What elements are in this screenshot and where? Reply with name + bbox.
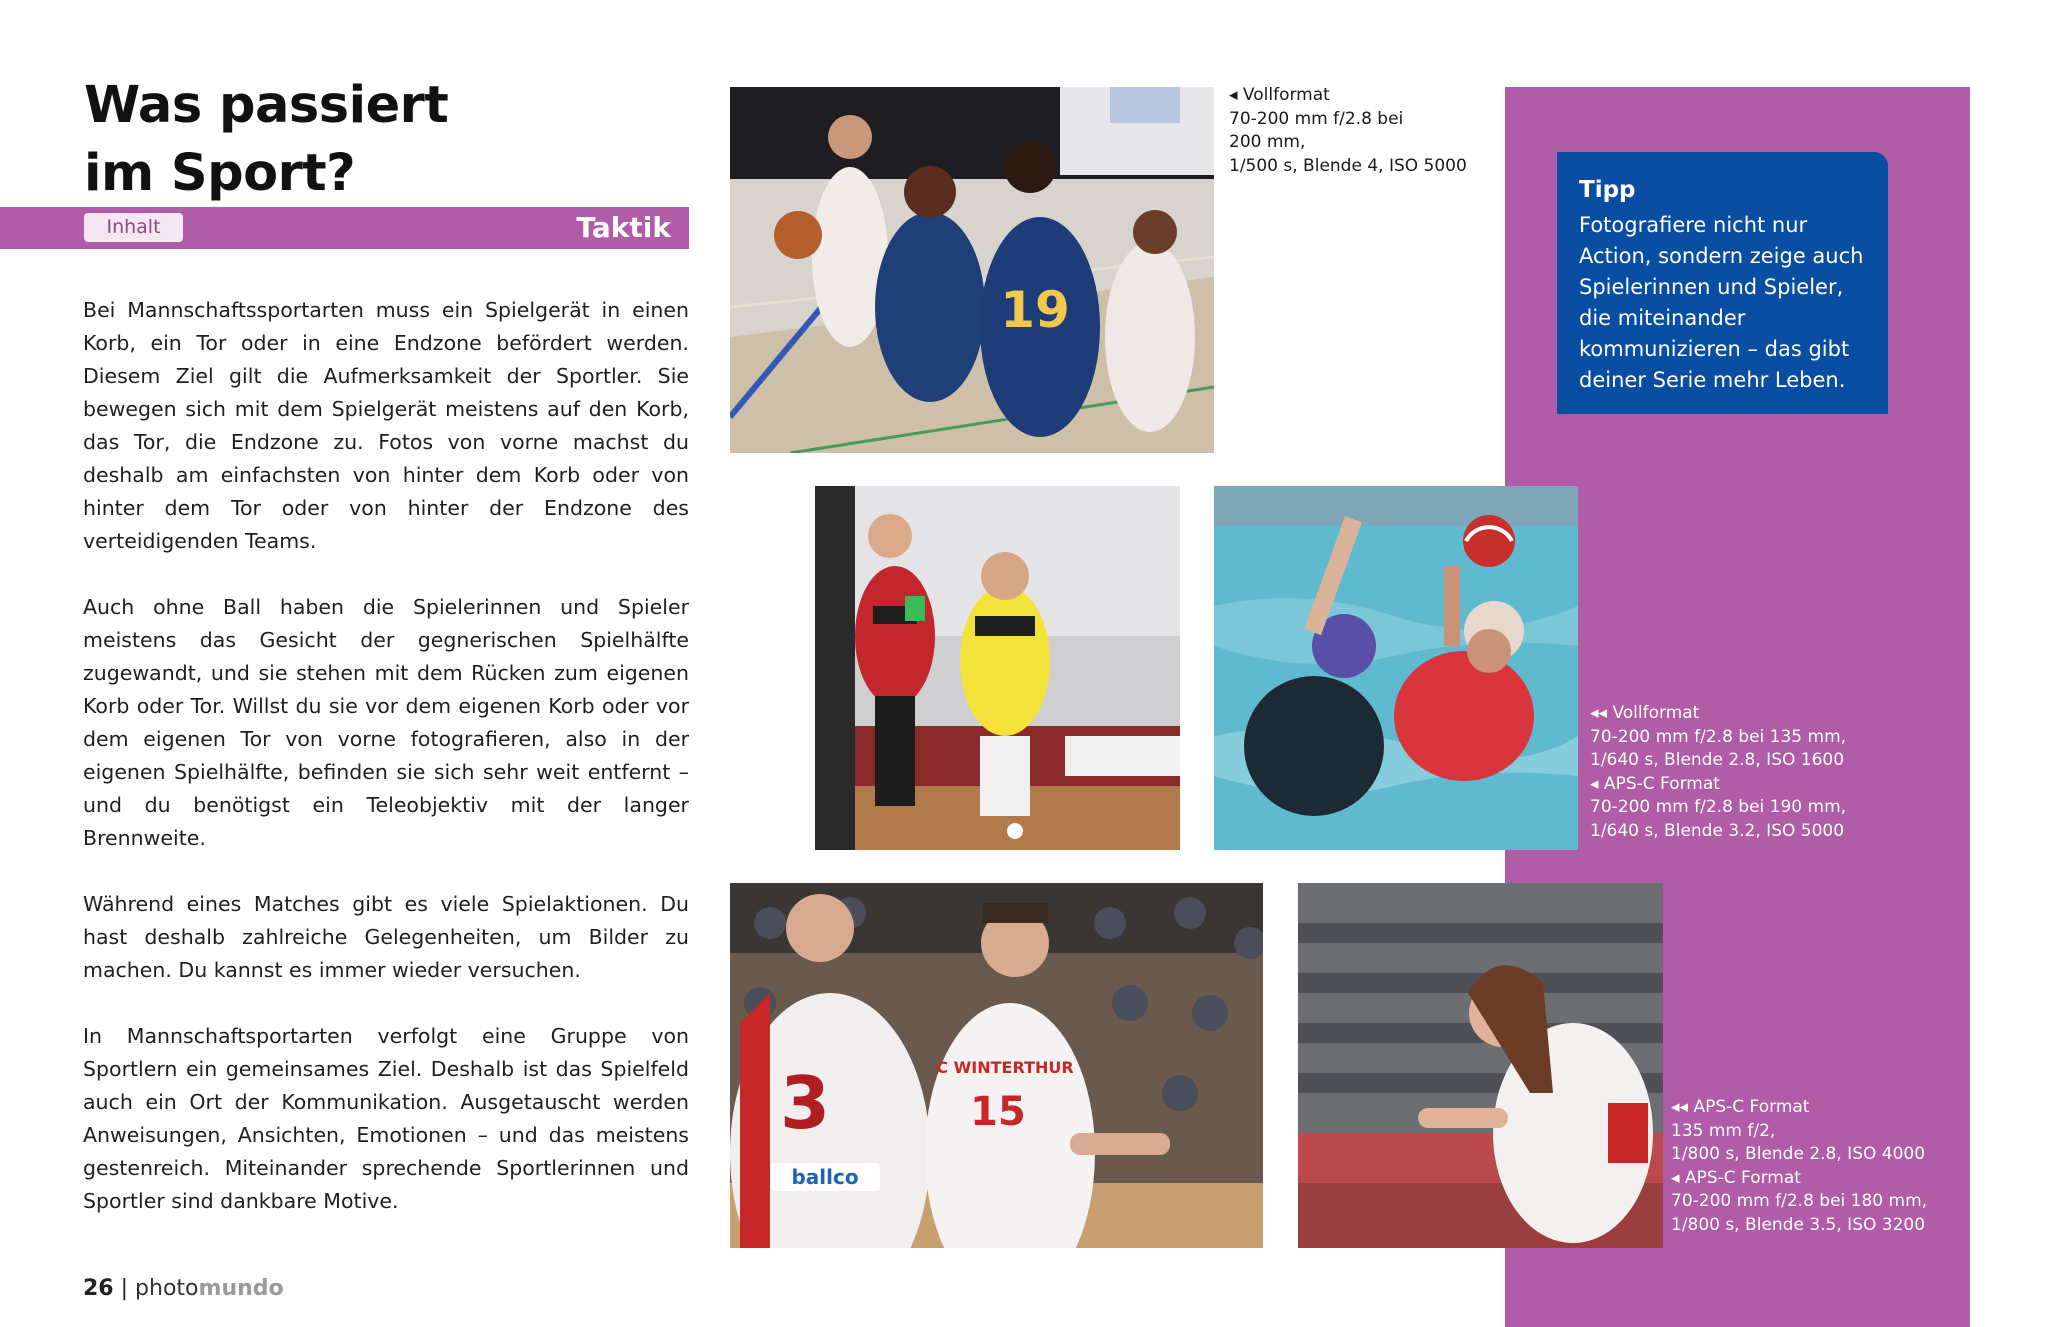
photo-caption-1 [1229, 84, 1467, 178]
caption-line: 1/640 s, Blende 2.8, ISO 1600 [1590, 750, 1845, 770]
photo-basketball-men [730, 883, 1263, 1248]
caption-line: ◂◂ APS-C Format [1671, 1097, 1810, 1117]
team-name-text: C WINTERTHUR [936, 1058, 1074, 1077]
jersey-number-3: 3 [779, 1061, 831, 1145]
caption-line: 70-200 mm f/2.8 bei 135 mm, [1590, 726, 1847, 747]
brand-name-part1: photo [135, 1276, 199, 1301]
body-paragraph: Auch ohne Ball haben die Spielerinnen und Spieler meistens das Gesicht der gegnerischen Spielhälfte zugewandt, und sie stehen mit dem Rücken zum eigenen Korb oder Tor. Willst du sie vor dem eigenen Korb oder vor dem eigenen Tor von vorne fotografieren, also in der eigenen Spielhälfte, befinden sie sich sehr weit entfernt – und du benötigst ein Teleobjektiv mit der langer Brennweite. [83, 595, 689, 850]
caption-line: 200 mm, [1229, 132, 1306, 152]
tip-box [1557, 152, 1888, 414]
photo-floorball [815, 486, 1180, 850]
photo-caption-3 [1671, 1096, 1927, 1237]
brand-name-part2: mundo [198, 1276, 284, 1301]
tip-title: Tipp [1579, 177, 1636, 203]
page-number: 26 [83, 1276, 114, 1301]
caption-line: 1/800 s, Blende 2.8, ISO 4000 [1671, 1144, 1926, 1164]
caption-line: 70-200 mm f/2.8 bei 180 mm, [1671, 1191, 1928, 1211]
contents-tab[interactable]: Inhalt [84, 213, 183, 242]
section-label: Taktik [576, 211, 671, 244]
caption-line: ◂ Vollformat [1229, 85, 1330, 105]
sponsor-logo-text: ballco [791, 1165, 859, 1189]
body-text [83, 294, 689, 1251]
footer-separator: | [120, 1276, 129, 1301]
jersey-number-19: 19 [1000, 281, 1070, 339]
page-title: Was passiert im Sport? [84, 76, 449, 203]
caption-line: 1/500 s, Blende 4, ISO 5000 [1229, 155, 1467, 176]
caption-line: 1/640 s, Blende 3.2, ISO 5000 [1590, 820, 1845, 841]
body-paragraph: Bei Mannschaftssportarten muss ein Spielgerät in einen Korb, ein Tor oder in eine Endzone befördert werden. Diesem Ziel gilt die Aufmerksamkeit der Sportler. Sie bewegen sich mit dem Spielgerät meistens auf den Korb, das Tor, die Endzone zu. Fotos von vorne machst du deshalb am einfachsten von hinter dem Korb oder von hinter dem Tor oder von hinter der Endzone des verteidigenden Teams. [83, 298, 689, 553]
caption-line: 70-200 mm f/2.8 bei [1229, 108, 1404, 129]
caption-line: 135 mm f/2, [1671, 1120, 1776, 1141]
body-paragraph: Während eines Matches gibt es viele Spielaktionen. Du hast deshalb zahlreiche Gelegenheiten, um Bilder zu machen. Du kannst es immer wieder versuchen. [83, 892, 689, 982]
body-paragraph: In Mannschaftsportarten verfolgt eine Gruppe von Sportlern ein gemeinsames Ziel. Deshalb ist das Spielfeld auch ein Ort der Kommunikation. Ausgetauscht werden Anweisungen, Ansichten, Emotionen – und das meistens gestenreich. Miteinander sprechende Sportlerinnen und Sportler sind dankbare Motive. [83, 1024, 689, 1213]
section-header-bar [0, 207, 689, 249]
caption-line: ◂ APS-C Format [1590, 773, 1720, 794]
caption-line: 70-200 mm f/2.8 bei 190 mm, [1590, 797, 1847, 817]
tip-text: Fotografiere nicht nur Action, sondern zeige auch Spielerinnen und Spieler, die miteinander kommunizieren – das gibt deiner Serie mehr Leben. [1579, 213, 1864, 392]
photo-basketball-woman [1298, 883, 1663, 1248]
jersey-number-15: 15 [970, 1089, 1026, 1135]
caption-line: ◂◂ Vollformat [1590, 703, 1700, 723]
photo-basketball-women [730, 87, 1214, 453]
caption-line: 1/800 s, Blende 3.5, ISO 3200 [1671, 1214, 1926, 1235]
page-footer [83, 1274, 284, 1304]
caption-line: ◂ APS-C Format [1671, 1167, 1801, 1188]
photo-water-polo [1214, 486, 1578, 850]
photo-caption-2 [1590, 702, 1846, 843]
